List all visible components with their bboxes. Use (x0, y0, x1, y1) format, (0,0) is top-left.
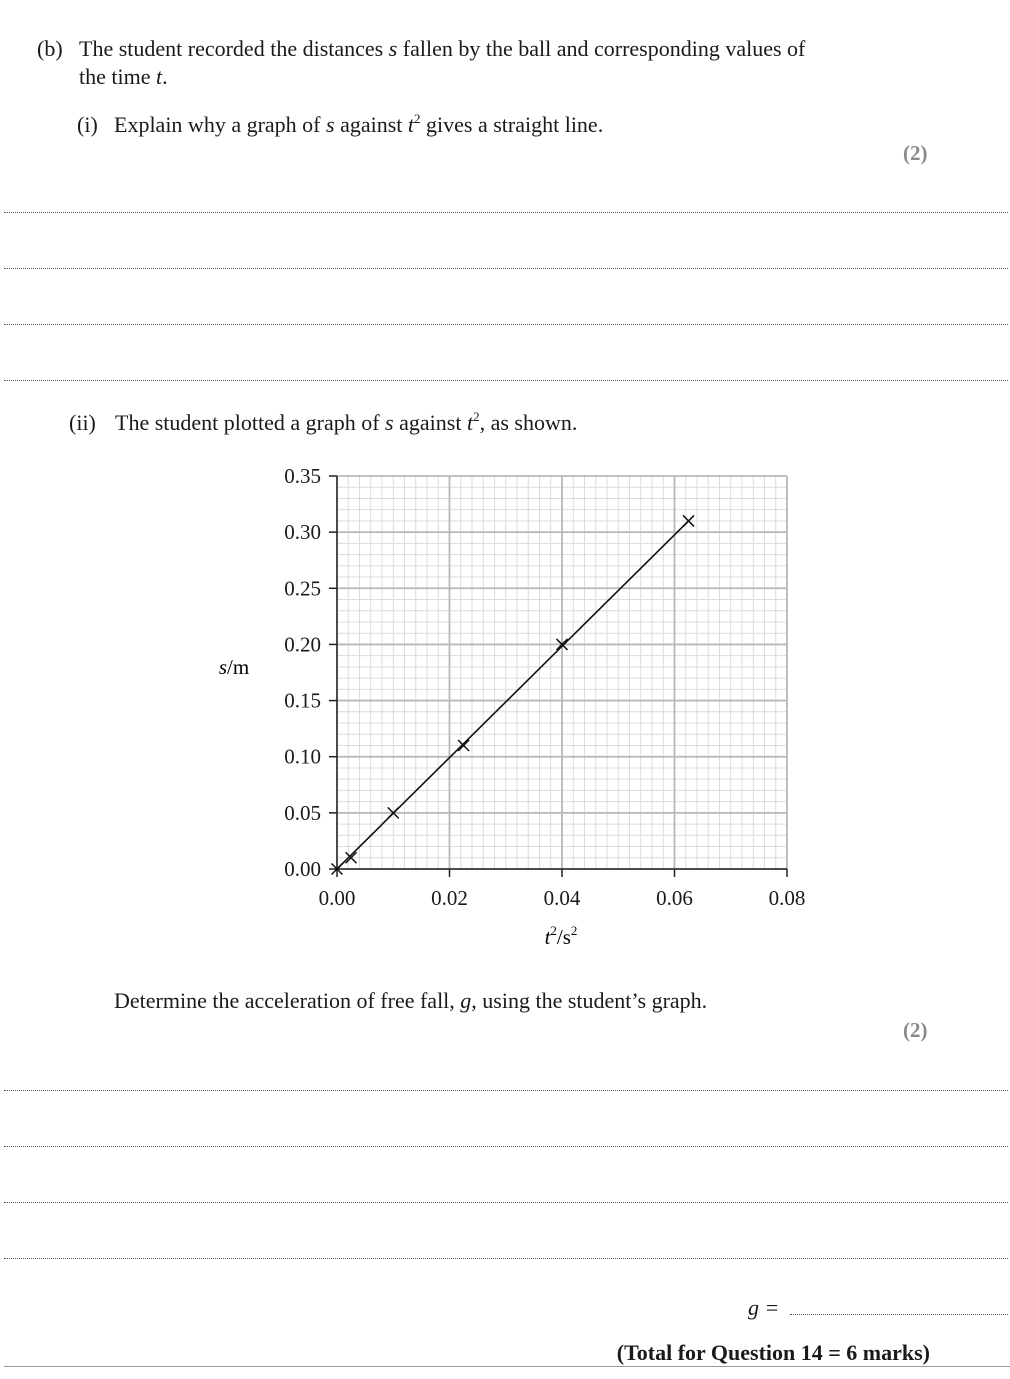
y-tick-label: 0.00 (284, 857, 321, 881)
answer-line-ii-1[interactable] (4, 1090, 1008, 1091)
y-tick-label: 0.15 (284, 688, 321, 713)
y-tick-label: 0.25 (284, 576, 321, 601)
x-tick-label: 0.02 (431, 886, 468, 910)
answer-line-ii-3[interactable] (4, 1202, 1008, 1203)
x-tick-label: 0.00 (318, 886, 356, 910)
part-i-label: (i) (77, 112, 98, 137)
answer-line-ii-4[interactable] (4, 1258, 1008, 1259)
x-tick-label: 0.04 (543, 886, 581, 910)
y-tick-label: 0.30 (284, 520, 321, 545)
x-tick-label: 0.06 (656, 886, 693, 910)
part-ii-marks: (2) (903, 1018, 928, 1042)
g-answer-label: g = (748, 1295, 780, 1320)
part-ii-label: (ii) (69, 410, 96, 435)
part-ii-intro: The student plotted a graph of s against $t^2$, as shown. (115, 409, 578, 435)
y-tick-label: 0.05 (284, 800, 321, 825)
y-axis-label: s/m (218, 655, 250, 679)
x-axis-label: $t^2/s^2$ (544, 923, 578, 949)
y-tick-label: 0.35 (284, 464, 321, 488)
part-b-label: (b) (37, 36, 63, 61)
part-ii-question: Determine the acceleration of free fall, g, using the student’s graph. (114, 988, 708, 1013)
part-i-question: Explain why a graph of s against $t^2$ gives a straight line. (114, 111, 604, 137)
bottom-rule (4, 1366, 1010, 1367)
part-i-marks: (2) (903, 141, 928, 165)
total-marks: (Total for Question 14 = 6 marks) (616, 1340, 930, 1365)
g-answer-field[interactable] (790, 1314, 1008, 1315)
x-tick-label: 0.08 (768, 886, 806, 910)
y-tick-label: 0.20 (284, 632, 321, 657)
answer-line-ii-2[interactable] (4, 1146, 1008, 1147)
part-b-text-line2: the time t. (79, 64, 168, 89)
y-tick-label: 0.10 (284, 744, 321, 769)
part-b-text-line1: The student recorded the distances s fallen by the ball and corresponding values of (79, 36, 806, 61)
